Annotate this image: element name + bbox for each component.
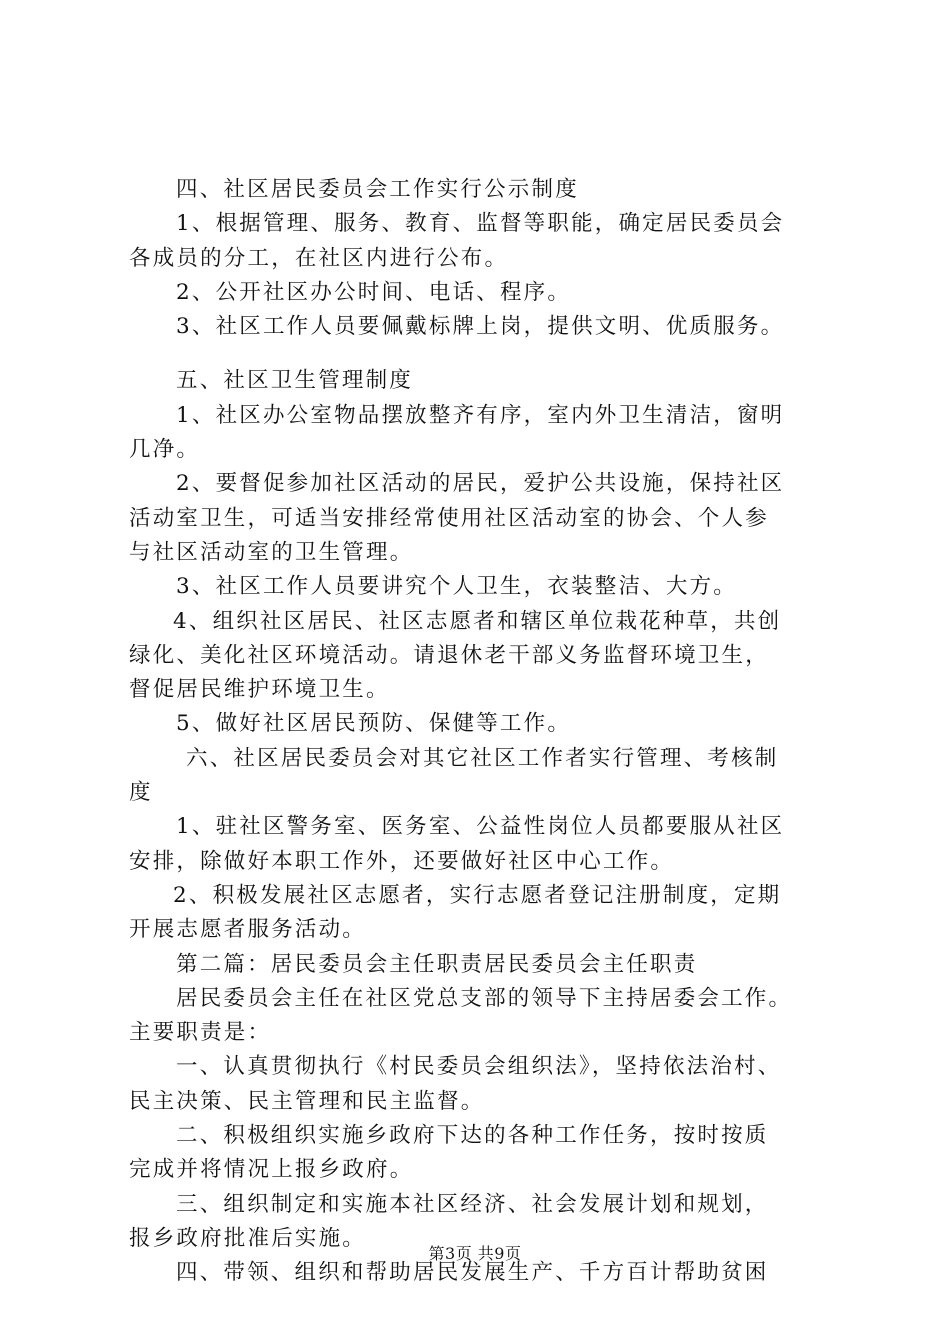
paragraph-line: 居民委员会主任在社区党总支部的领导下主持居委会工作。 bbox=[176, 985, 793, 1011]
paragraph-line: 三、组织制定和实施本社区经济、社会发展计划和规划， bbox=[176, 1191, 769, 1217]
paragraph-line: 3、社区工作人员要佩戴标牌上岗，提供文明、优质服务。 bbox=[176, 314, 785, 340]
paragraph-line: 安排，除做好本职工作外，还要做好社区中心工作。 bbox=[129, 848, 675, 874]
paragraph-line: 1、根据管理、服务、教育、监督等职能，确定居民委员会 bbox=[176, 211, 785, 237]
paragraph-line: 2、要督促参加社区活动的居民，爱护公共设施，保持社区 bbox=[176, 471, 785, 497]
paragraph-line: 督促居民维护环境卫生。 bbox=[129, 677, 390, 703]
paragraph-line: 民主决策、民主管理和民主监督。 bbox=[129, 1088, 485, 1114]
paragraph-line: 各成员的分工，在社区内进行公布。 bbox=[129, 245, 509, 271]
paragraph-line: 3、社区工作人员要讲究个人卫生，衣装整洁、大方。 bbox=[176, 574, 737, 600]
paragraph-line: 主要职责是： bbox=[129, 1020, 272, 1046]
paragraph-line: 2、积极发展社区志愿者，实行志愿者登记注册制度，定期 bbox=[173, 882, 782, 908]
paragraph-line: 几净。 bbox=[129, 437, 201, 463]
paragraph-line: 1、驻社区警务室、医务室、公益性岗位人员都要服从社区 bbox=[176, 814, 785, 840]
paragraph-line: 四、带领、组织和帮助居民发展生产、千方百计帮助贫困 bbox=[176, 1260, 769, 1286]
paragraph-line: 开展志愿者服务活动。 bbox=[129, 917, 367, 943]
paragraph-line: 完成并将情况上报乡政府。 bbox=[129, 1157, 414, 1183]
paragraph-line: 活动室卫生，可适当安排经常使用社区活动室的协会、个人参 bbox=[129, 505, 769, 531]
paragraph-line: 与社区活动室的卫生管理。 bbox=[129, 539, 414, 565]
section-heading-4: 四、社区居民委员会工作实行公示制度 bbox=[176, 177, 579, 202]
paragraph-line: 4、组织社区居民、社区志愿者和辖区单位栽花种草，共创 bbox=[173, 608, 782, 634]
section-heading-6: 六、社区居民委员会对其它社区工作者实行管理、考核制 bbox=[186, 745, 779, 771]
paragraph-line: 度 bbox=[129, 780, 153, 806]
paragraph-line: 2、公开社区办公时间、电话、程序。 bbox=[176, 279, 572, 305]
paragraph-line: 绿化、美化社区环境活动。请退休老干部义务监督环境卫生， bbox=[129, 642, 769, 668]
paragraph-line: 5、做好社区居民预防、保健等工作。 bbox=[176, 711, 572, 737]
page-number-footer: 第3页 共9页 bbox=[428, 1244, 522, 1263]
paragraph-line: 报乡政府批准后实施。 bbox=[129, 1225, 367, 1251]
blank-gap bbox=[129, 344, 841, 364]
section-heading-5: 五、社区卫生管理制度 bbox=[176, 368, 414, 394]
paragraph-line: 一、认真贯彻执行《村民委员会组织法》，坚持依法治村、 bbox=[176, 1054, 782, 1080]
document-body bbox=[129, 173, 841, 1291]
paragraph-line: 1、社区办公室物品摆放整齐有序，室内外卫生清洁，窗明 bbox=[176, 402, 785, 428]
paragraph-line: 二、积极组织实施乡政府下达的各种工作任务，按时按质 bbox=[176, 1123, 769, 1149]
chapter-title: 第二篇：居民委员会主任职责居民委员会主任职责 bbox=[176, 951, 698, 977]
